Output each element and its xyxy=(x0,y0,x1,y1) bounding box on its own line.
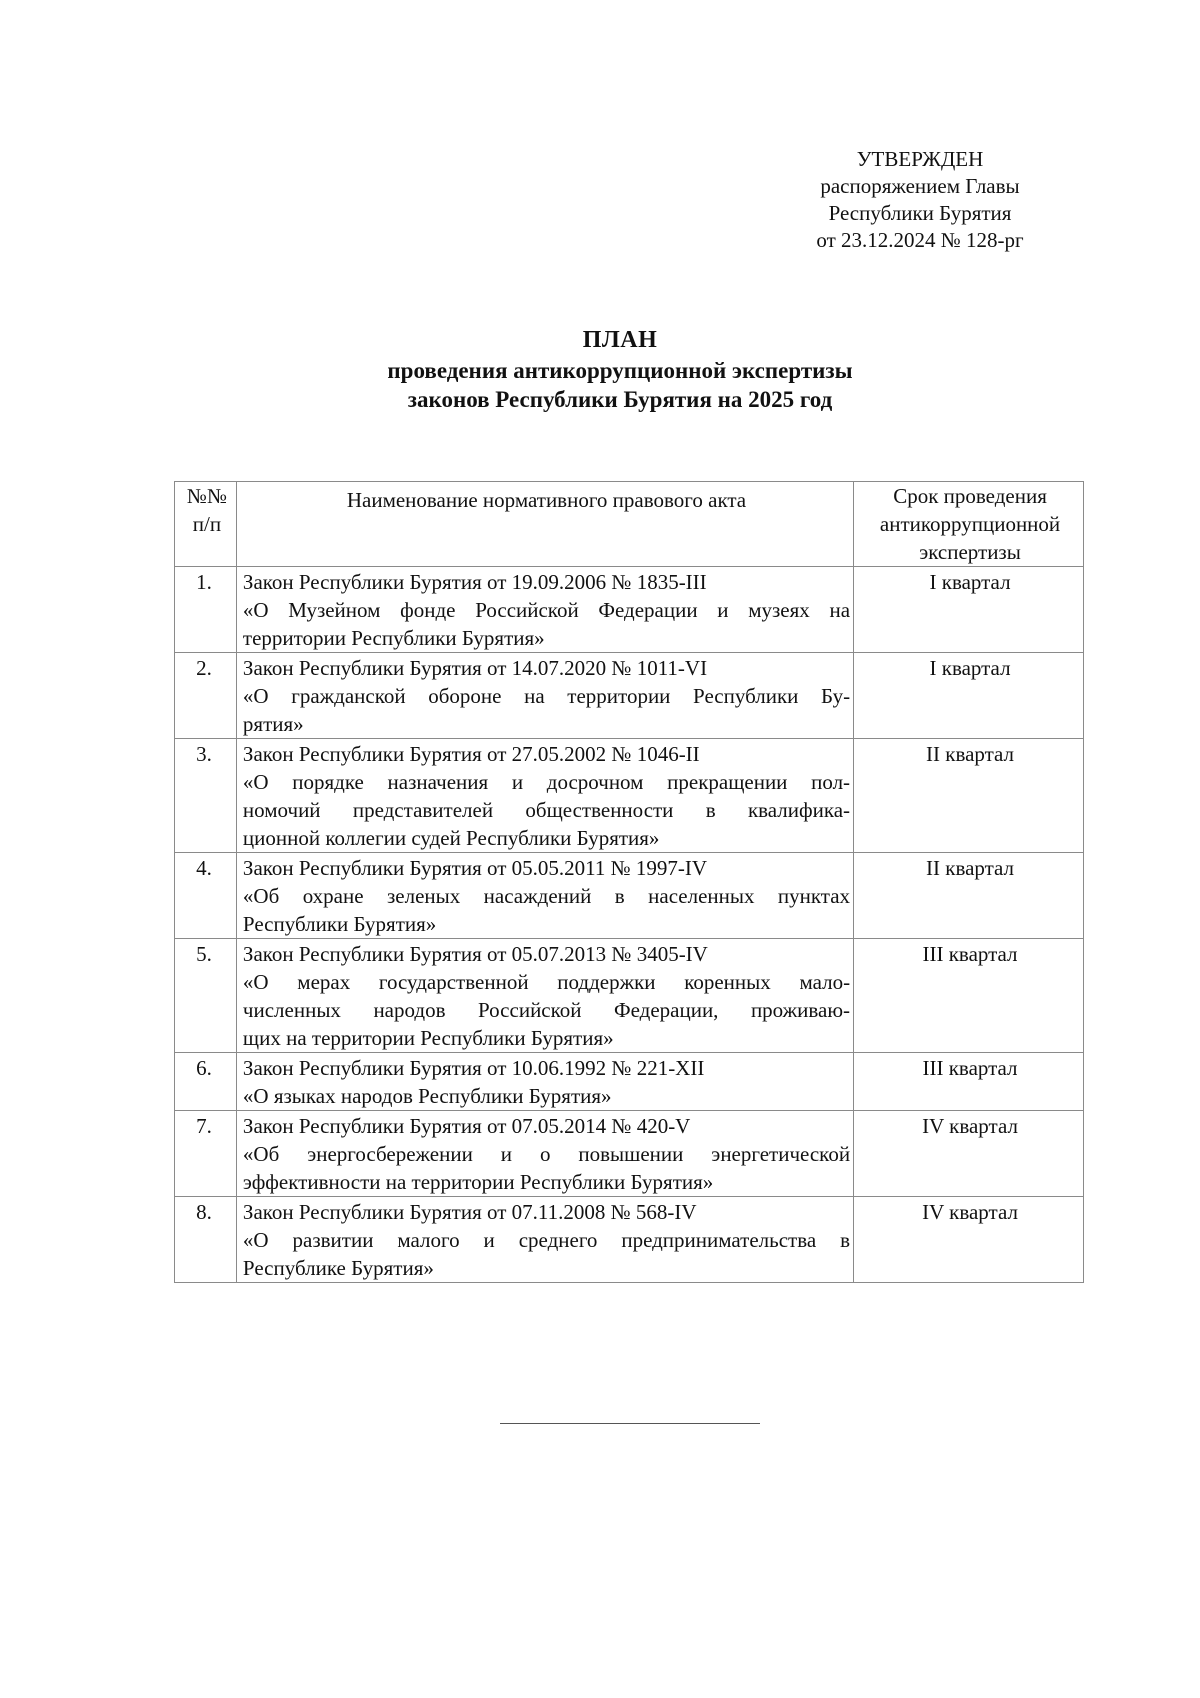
law-title-line: «О мерах государственной поддержки коренных мало- xyxy=(242,970,851,994)
row-term: I квартал xyxy=(854,567,1084,653)
row-term: II квартал xyxy=(854,853,1084,939)
law-title-line: «О языках народов Республики Бурятия» xyxy=(242,1084,612,1108)
row-term: III квартал xyxy=(854,939,1084,1053)
header-term-line-3: экспертизы xyxy=(919,540,1021,564)
row-number: 2. xyxy=(175,653,237,739)
law-title-line: численных народов Российской Федерации, проживаю- xyxy=(242,998,851,1022)
header-term-line-1: Срок проведения xyxy=(893,484,1047,508)
law-title-line: щих на территории Республики Бурятия» xyxy=(242,1026,614,1050)
row-number: 5. xyxy=(175,939,237,1053)
table-row xyxy=(175,1053,1084,1111)
law-reference: Закон Республики Бурятия от 05.07.2013 № 3405-IV xyxy=(242,942,708,966)
table-row xyxy=(175,853,1084,939)
law-title-line: Республике Бурятия» xyxy=(242,1256,434,1280)
law-title-line: территории Республики Бурятия» xyxy=(242,626,545,650)
row-number: 7. xyxy=(175,1111,237,1197)
table-row xyxy=(175,1197,1084,1283)
title-subtitle-line-2: законов Республики Бурятия на 2025 год xyxy=(407,387,833,412)
approval-date-line: от 23.12.2024 № 128-рг xyxy=(816,228,1024,252)
header-number-line-1: №№ xyxy=(186,484,227,508)
row-term: I квартал xyxy=(854,653,1084,739)
header-term-line-2: антикоррупционной xyxy=(879,512,1061,536)
row-term: IV квартал xyxy=(854,1197,1084,1283)
table-row xyxy=(175,739,1084,853)
law-title-line: Республики Бурятия» xyxy=(242,912,437,936)
row-act-name xyxy=(236,1111,853,1197)
law-title-line: рятия» xyxy=(242,712,304,736)
row-act-name xyxy=(236,653,853,739)
law-reference: Закон Республики Бурятия от 27.05.2002 № 1046-II xyxy=(242,742,700,766)
law-reference: Закон Республики Бурятия от 07.11.2008 № 568-IV xyxy=(242,1200,697,1224)
header-number xyxy=(175,482,237,567)
law-reference: Закон Республики Бурятия от 14.07.2020 № 1011-VI xyxy=(242,656,708,680)
table-row xyxy=(175,653,1084,739)
table-row xyxy=(175,567,1084,653)
law-reference: Закон Республики Бурятия от 19.09.2006 № 1835-III xyxy=(242,570,707,594)
table-row xyxy=(175,1111,1084,1197)
law-title-line: номочий представителей общественности в квалифика- xyxy=(242,798,851,822)
row-act-name xyxy=(236,1197,853,1283)
law-reference: Закон Республики Бурятия от 10.06.1992 № 221-XII xyxy=(242,1056,705,1080)
plan-table xyxy=(174,481,1084,1283)
row-act-name xyxy=(236,567,853,653)
table-body xyxy=(175,567,1084,1283)
row-act-name xyxy=(236,853,853,939)
row-number: 6. xyxy=(175,1053,237,1111)
table-header-row xyxy=(175,482,1084,567)
approval-heading: УТВЕРЖДЕН xyxy=(856,147,984,171)
header-term xyxy=(854,482,1084,567)
row-number: 4. xyxy=(175,853,237,939)
row-act-name xyxy=(236,739,853,853)
row-term: II квартал xyxy=(854,739,1084,853)
approval-order-line: распоряжением Главы xyxy=(820,174,1020,198)
row-term: III квартал xyxy=(854,1053,1084,1111)
law-title-line: «Об энергосбережении и о повышении энергетической xyxy=(242,1142,851,1166)
row-number: 8. xyxy=(175,1197,237,1283)
title-subtitle-line-1: проведения антикоррупционной экспертизы xyxy=(387,358,853,383)
law-title-line: «О порядке назначения и досрочном прекращении пол- xyxy=(242,770,851,794)
law-title-line: эффективности на территории Республики Бурятия» xyxy=(242,1170,714,1194)
document-title xyxy=(160,324,1080,414)
approval-stamp xyxy=(780,146,1060,254)
table-row xyxy=(175,939,1084,1053)
law-title-line: ционной коллегии судей Республики Бурятия» xyxy=(242,826,660,850)
law-title-line: «О гражданской обороне на территории Республики Бу- xyxy=(242,684,851,708)
title-main: ПЛАН xyxy=(582,327,658,353)
law-reference: Закон Республики Бурятия от 07.05.2014 № 420-V xyxy=(242,1114,691,1138)
header-number-line-2: п/п xyxy=(192,512,222,536)
law-title-line: «Об охране зеленых насаждений в населенных пунктах xyxy=(242,884,851,908)
approval-authority-line: Республики Бурятия xyxy=(828,201,1012,225)
row-act-name xyxy=(236,1053,853,1111)
law-reference: Закон Республики Бурятия от 05.05.2011 № 1997-IV xyxy=(242,856,708,880)
row-term: IV квартал xyxy=(854,1111,1084,1197)
header-act-name: Наименование нормативного правового акта xyxy=(236,482,853,567)
row-number: 3. xyxy=(175,739,237,853)
law-title-line: «О Музейном фонде Российской Федерации и музеях на xyxy=(242,598,851,622)
law-title-line: «О развитии малого и среднего предпринимательства в xyxy=(242,1228,851,1252)
row-act-name xyxy=(236,939,853,1053)
row-number: 1. xyxy=(175,567,237,653)
closing-divider xyxy=(500,1423,760,1424)
